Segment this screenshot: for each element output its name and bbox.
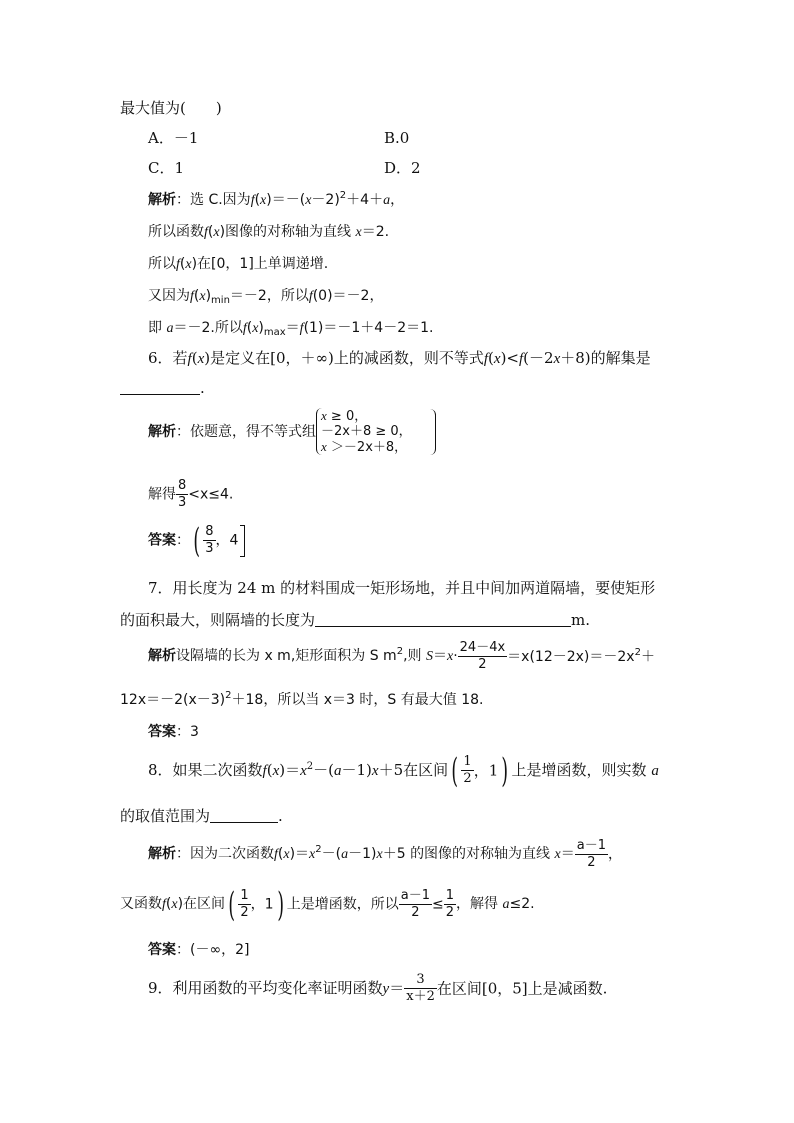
q7-answer: 答案：3 xyxy=(148,724,199,740)
q6-answer: 答案：( $\frac{8}{3}$ ，4 xyxy=(148,524,245,564)
q6-inequality-system: x ≥ 0， －2x＋8 ≥ 0， x ＞－2x＋8， xyxy=(316,408,412,455)
q5-solution-line-1: 解析：选 C.因为$f(x)=-(x-2)^2+4+a$， xyxy=(148,190,405,208)
q6-solution-result: 解得 $\frac{8}{3}$ <x≤4. xyxy=(148,478,234,510)
q8-answer: 答案：(－∞，2] xyxy=(148,942,250,958)
q5-solution-line-4: 又因为$f(x)_{min}=-2$，所以f(0)＝－2， xyxy=(148,288,384,306)
q9-stem: 9．利用函数的平均变化率证明函数y＝ $\frac{3}{x+2}$ 在区间[0，5]上是减函数. xyxy=(148,972,608,1004)
q7-solution-line-2: $12x=-2(x-3)^2+18$，所以当 x＝3 时，S 有最大值 18. xyxy=(120,690,484,708)
q5-option-a: A．－1 xyxy=(148,129,199,147)
q5-solution-line-2: 所以函数f(x)图像的对称轴为直线 x＝2. xyxy=(148,224,390,240)
q7-stem-line-2: 的面积最大，则隔墙的长度为 m. xyxy=(120,611,591,629)
q7-solution-line-1: 解析设隔墙的长为 x m,矩形面积为 S $m^2$,则 S＝x· $\frac{24-4x}{2}$ $=x(12-2x)=-2x^2+$ xyxy=(148,640,655,672)
q8-stem-line-2: 的取值范围为 . xyxy=(120,807,283,825)
q8-stem-line-1: 8．如果二次函数$f(x)=x^2-(a-1)x+5$在区间( $\frac{1}{2}$ ，1) 上是增函数，则实数 a xyxy=(148,750,659,791)
q7-stem-line-1: 7．用长度为 24 m 的材料围成一矩形场地，并且中间加两道隔墙，要使矩形 xyxy=(148,579,656,597)
q5-solution-line-3: 所以f(x)在[0，1]上单调递增. xyxy=(148,256,329,272)
q8-solution-line-2: 又函数f(x)在区间( $\frac{1}{2}$ ，1) 上是增函数，所以 $\frac{a-1}{2}$ ≤ $\frac{1}{2}$ ，解得 a≤2. xyxy=(120,884,535,925)
q5-option-d: D．2 xyxy=(384,159,421,177)
q8-solution-line-1: 解析：因为二次函数$f(x)=x^2-(a-1)x+5$ 的图像的对称轴为直线 x＝ $\frac{a-1}{2}$ ， xyxy=(148,838,622,870)
q5-stem-end: 最大值为( ) xyxy=(120,99,222,117)
q5-option-c: C．1 xyxy=(148,159,185,177)
q6-stem: 6．若f(x)是定义在[0，＋∞)上的减函数，则不等式f(x)<f(－2x＋8)的解集是 xyxy=(148,349,651,367)
q6-answer-blank: . xyxy=(120,378,205,398)
q6-solution: 解析：依题意，得不等式组x ≥ 0， －2x＋8 ≥ 0， x ＞－2x＋8， xyxy=(148,408,436,464)
q5-option-b: B.0 xyxy=(384,129,410,147)
q5-solution-line-5: 即 a＝－2.所以$f(x)_{max}=f(1)=-1+4-2=1$. xyxy=(148,320,434,338)
